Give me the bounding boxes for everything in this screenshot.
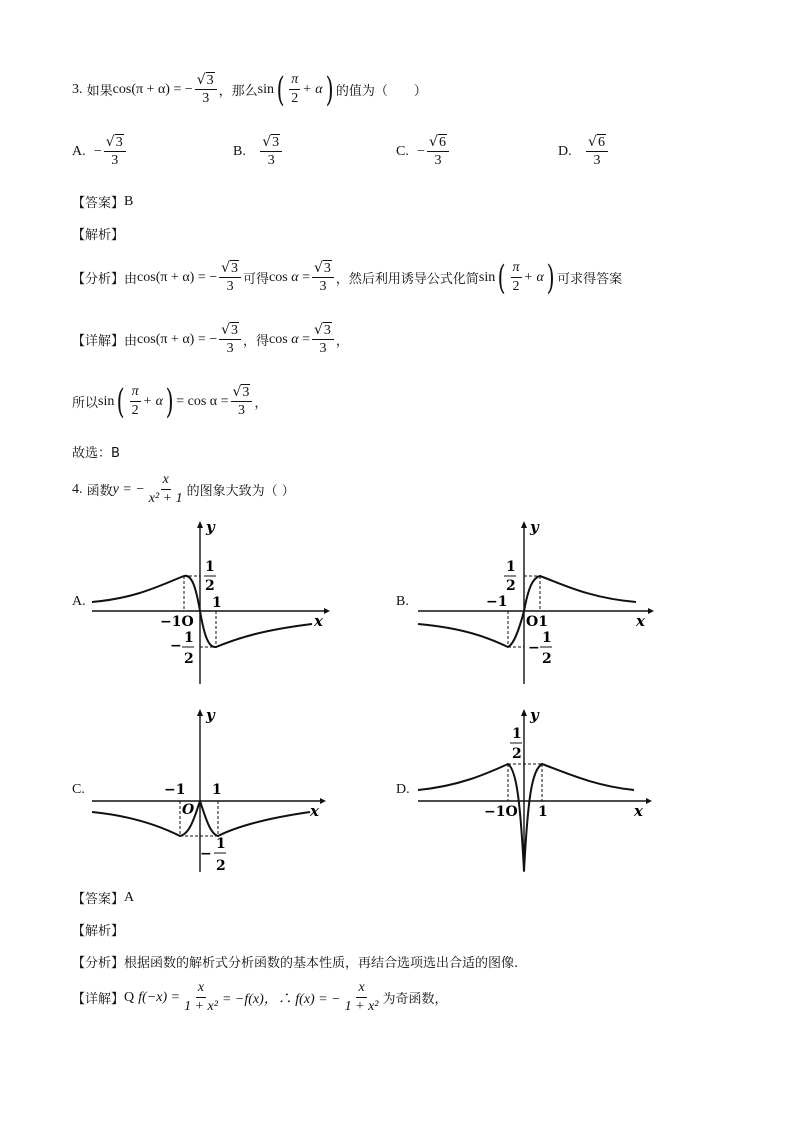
q3-plus-alpha: + α: [302, 81, 323, 97]
svg-text:1: 1: [212, 595, 222, 611]
svg-text:−: −: [528, 640, 540, 656]
q3-option-c: C. − √ 6 3: [396, 134, 451, 169]
q4-answer: 【答案】 A: [72, 889, 135, 907]
svg-text:−1: −1: [164, 782, 186, 798]
q3-number: 3.: [72, 81, 83, 97]
svg-text:2: 2: [506, 578, 516, 594]
graph-d-letter: D.: [396, 782, 410, 797]
graph-a: [88, 518, 338, 688]
q3-xiangjie: 【详解】 由 cos(π + α) = − √ 3 3 ，得 cos α = √ 3 3 ，: [72, 322, 349, 356]
q4-xiangjie: 【详解】 Q f(−x) = $\frac{x}{\text{1 + x²}}$ = −f(x)，∴ f(x) = − $\frac{x}{\text{1 + x²}}$ 为奇函数，: [72, 980, 448, 1014]
svg-text:−1O: −1O: [160, 614, 194, 630]
svg-text:2: 2: [542, 651, 552, 667]
svg-text:O1: O1: [526, 614, 548, 630]
svg-text:−1: −1: [486, 594, 508, 610]
graph-c-letter: C.: [72, 782, 85, 797]
q3-option-b: B. √ 3 3: [233, 134, 284, 169]
q3-comma: ，那么: [218, 84, 258, 99]
q3-stem: 3. 如果 cos(π + α) = − √ 3 3 ，那么 sin ( $\frac{\pi}{2}$ + α ) 的值为（ ）: [72, 69, 427, 110]
q3-guxuan: 故选：B: [72, 446, 120, 461]
svg-text:2: 2: [216, 858, 226, 874]
graph-a-letter: A.: [72, 594, 86, 609]
svg-text:y: y: [206, 706, 215, 724]
svg-text:1: 1: [506, 559, 516, 575]
svg-text:2: 2: [512, 746, 522, 762]
svg-text:1: 1: [205, 559, 215, 575]
svg-text:1: 1: [212, 782, 222, 798]
q3-option-a: A. − √ 3 3: [72, 134, 128, 169]
q4-jiexi-tag: 【解析】: [72, 924, 125, 939]
svg-text:x: x: [634, 802, 643, 820]
svg-text:O: O: [182, 802, 195, 818]
q3-jiexi-tag: 【解析】: [72, 228, 125, 243]
q4-stem: 4. 函数 y = − $\frac{x}{\text{x² + 1}}$ 的图象大致为（ ）: [72, 472, 295, 506]
q3-pi-frac: $\frac{\pi}{2}$: [291, 72, 299, 106]
svg-text:x: x: [636, 612, 645, 630]
svg-text:1: 1: [184, 630, 194, 646]
q4-fenxi: 【分析】 根据函数的解析式分析函数的基本性质，再结合选项选出合适的图像.: [72, 956, 519, 971]
q3-suoyi: 所以 sin ( $\frac{\pi}{2}$ + α ) = cos α = √ 3 3 ，: [72, 381, 268, 422]
svg-text:2: 2: [205, 578, 215, 594]
q3-suffix: 的值为（ ）: [335, 84, 427, 99]
graph-c: [88, 706, 338, 876]
graph-a-y-label: y: [206, 518, 215, 536]
svg-text:−: −: [170, 638, 182, 654]
graph-b: [414, 518, 664, 688]
svg-text:1: 1: [542, 630, 552, 646]
svg-text:−: −: [200, 846, 212, 862]
graph-a-x-label: x: [314, 612, 323, 630]
q3-fenxi: 【分析】 由 cos(π + α) = − √ 3 3 可得 cos α = √ 3 3 ，然后利用诱导公式化简 sin ( $\frac{\pi}{2}$ + α ) 可求得答案: [72, 257, 623, 298]
q3-answer: 【答案】 B: [72, 193, 134, 211]
svg-text:2: 2: [184, 651, 194, 667]
graph-d: [414, 706, 664, 876]
svg-text:y: y: [530, 706, 539, 724]
svg-text:x: x: [310, 802, 319, 820]
svg-text:−1O: −1O: [484, 804, 518, 820]
svg-text:1: 1: [538, 804, 548, 820]
q3-prefix: 如果: [86, 84, 113, 99]
q3-sin: sin: [257, 81, 275, 97]
q3-cos-expr: cos(π + α) = −: [112, 81, 193, 97]
svg-text:1: 1: [512, 726, 522, 742]
svg-text:y: y: [530, 518, 539, 536]
q3-frac: √ 3 3: [195, 72, 217, 107]
graph-b-letter: B.: [396, 594, 409, 609]
svg-text:1: 1: [216, 836, 226, 852]
q3-option-d: D. √ 6 3: [558, 134, 610, 169]
